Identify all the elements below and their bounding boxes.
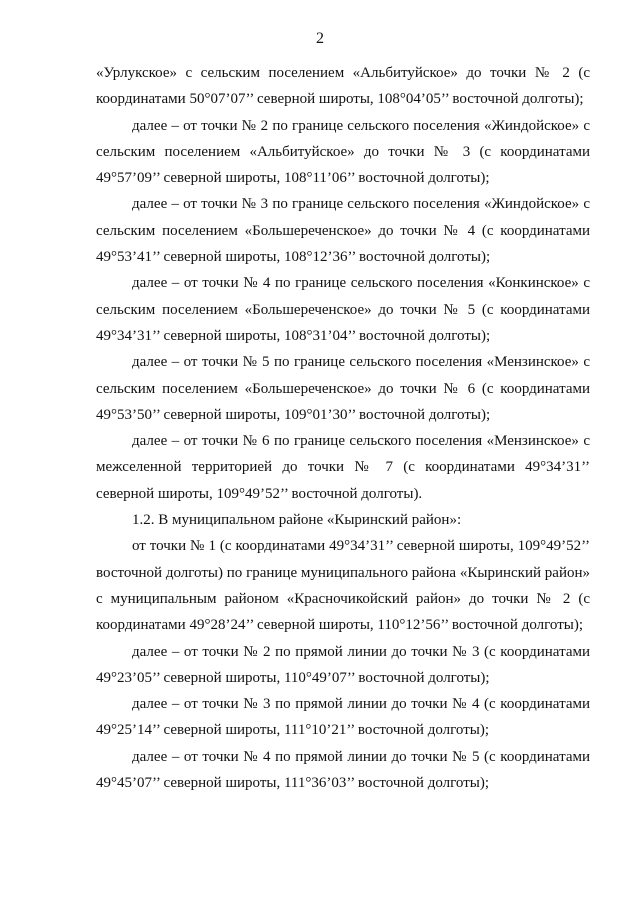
paragraph: далее – от точки № 6 по границе сельского поселения «Мензинское» с межселенной территорией до точки № 7 (с координатами 49°34’31’’ северной широты, 109°49’52’’ восточной долготы). — [96, 433, 590, 502]
document-body — [96, 60, 590, 796]
paragraph: далее – от точки № 2 по прямой линии до точки № 3 (с координатами 49°23’05’’ северной широты, 110°49’07’’ восточной долготы); — [96, 643, 590, 686]
paragraph: далее – от точки № 5 по границе сельского поселения «Мензинское» с сельским поселением «Большереченское» до точки № 6 (с координатами 49°53’50’’ северной широты, 109°01’30’’ восточной долготы); — [96, 354, 590, 423]
paragraph: от точки № 1 (с координатами 49°34’31’’ северной широты, 109°49’52’’ восточной долготы) по границе муниципального района «Кыринский район» с муниципальным районом «Красночикойский район» до точки № 2 (с координатами 49°28’24’’ северной широты, 110°12’56’’ восточной долготы); — [96, 538, 590, 634]
paragraph: далее – от точки № 4 по прямой линии до точки № 5 (с координатами 49°45’07’’ северной широты, 111°36’03’’ восточной долготы); — [96, 748, 590, 792]
page-number: 2 — [316, 30, 324, 47]
paragraph: «Урлукское» с сельским поселением «Альбитуйское» до точки № 2 (с координатами 50°07’07’’ северной широты, 108°04’05’’ восточной долготы); — [96, 65, 590, 108]
paragraph: далее – от точки № 2 по границе сельского поселения «Жиндойское» с сельским поселением «Альбитуйское» до точки № 3 (с координатами 49°57’09’’ северной широты, 108°11’06’’ восточной долготы); — [96, 117, 590, 187]
section-heading: 1.2. В муниципальном районе «Кыринский район»: — [132, 512, 462, 529]
paragraph: далее – от точки № 3 по границе сельского поселения «Жиндойское» с сельским поселением «Большереченское» до точки № 4 (с координатами 49°53’41’’ северной широты, 108°12’36’’ восточной долготы); — [96, 196, 590, 266]
paragraph: далее – от точки № 3 по прямой линии до точки № 4 (с координатами 49°25’14’’ северной широты, 111°10’21’’ восточной долготы); — [96, 696, 590, 739]
paragraph: далее – от точки № 4 по границе сельского поселения «Конкинское» с сельским поселением «Большереченское» до точки № 5 (с координатами 49°34’31’’ северной широты, 108°31’04’’ восточной долготы); — [96, 275, 590, 344]
